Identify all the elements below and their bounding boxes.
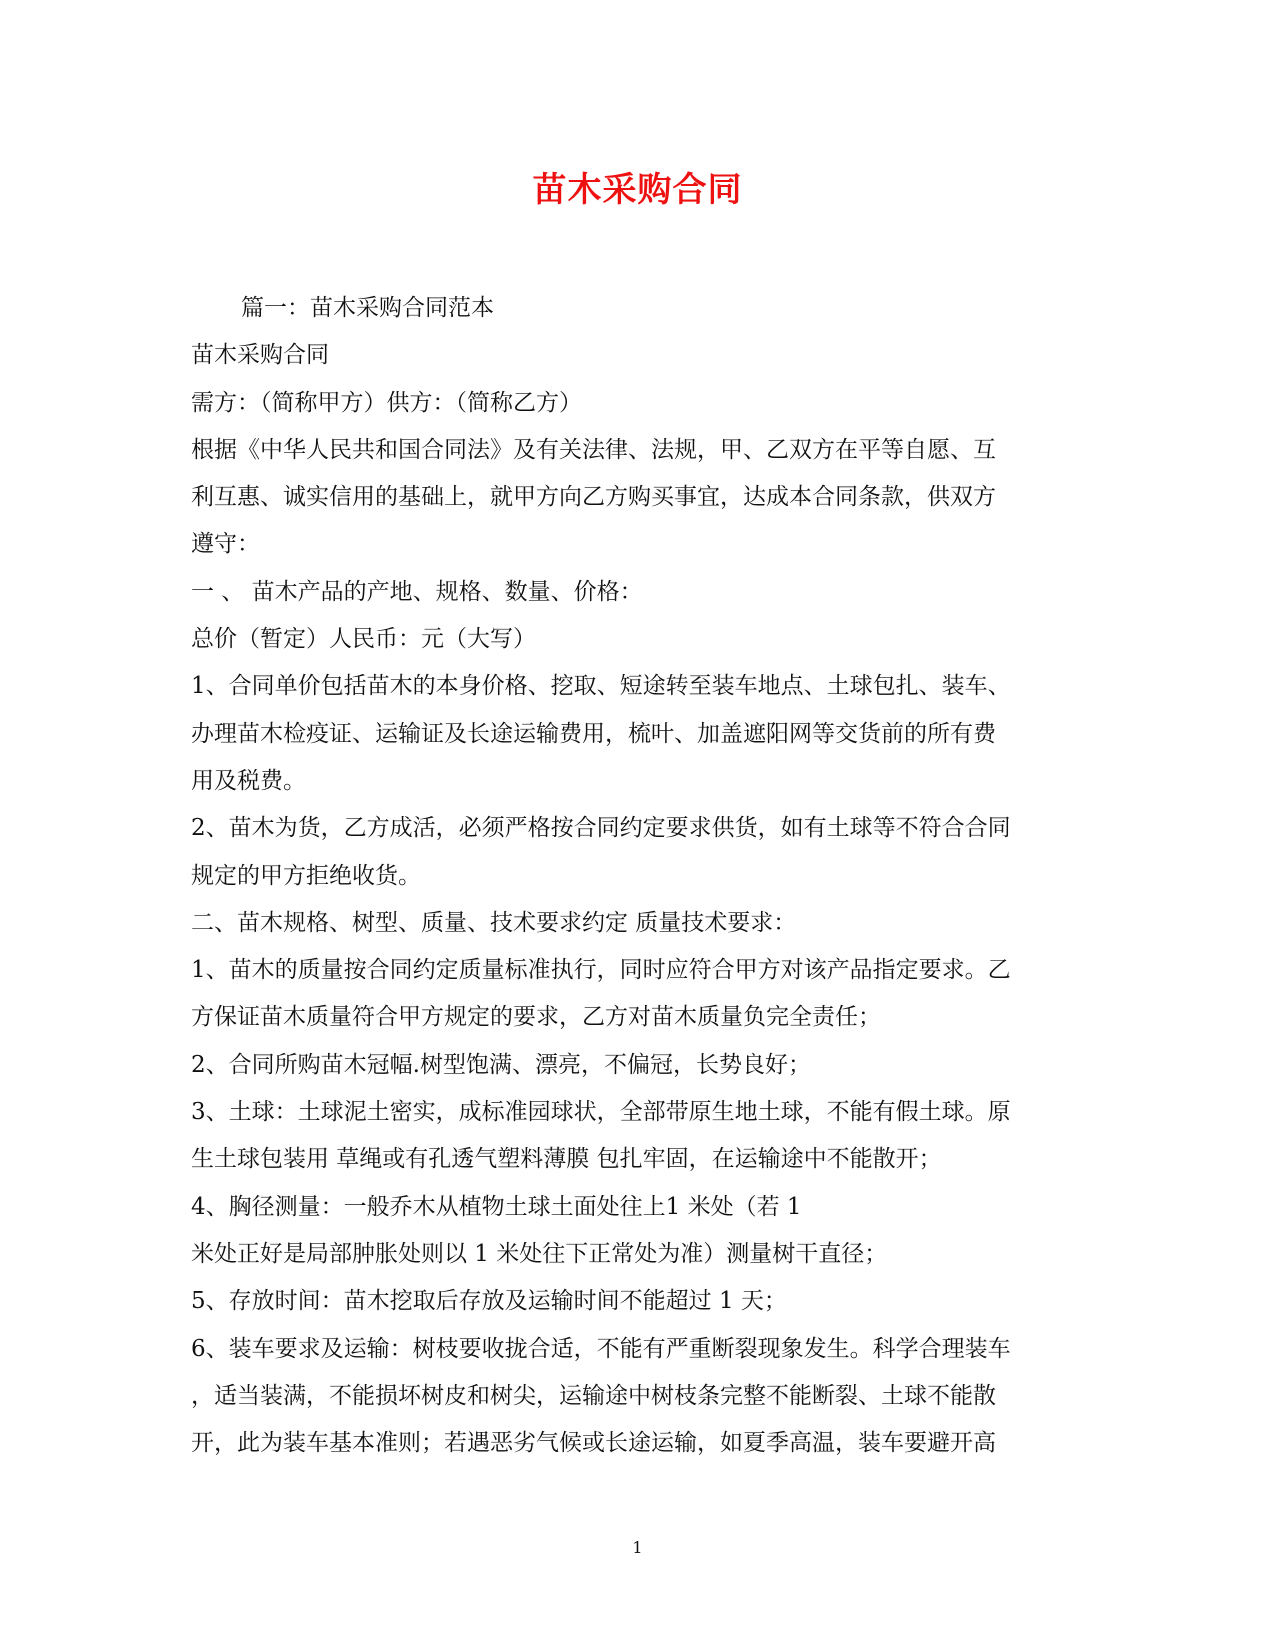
document-body (191, 285, 1071, 1467)
contract-name-line: 苗木采购合同 (191, 342, 329, 369)
body-line: ，适当装满，不能损坏树皮和树尖，运输途中树枝条完整不能断裂、土球不能散 (191, 1382, 996, 1409)
body-line: 2、合同所购苗木冠幅.树型饱满、漂亮，不偏冠，长势良好； (191, 1051, 811, 1078)
body-line: 2、苗木为货，乙方成活，必须严格按合同约定要求供货，如有土球等不符合合同 (191, 815, 1011, 842)
body-line: 6、装车要求及运输：树枝要收拢合适，不能有严重断裂现象发生。科学合理装车 (191, 1335, 1011, 1362)
body-line: 用及税费。 (191, 767, 306, 794)
body-line: 遵守： (191, 531, 260, 558)
body-line: 总价（暂定）人民币：元（大写） (191, 626, 536, 653)
page-number: 1 (632, 1538, 643, 1557)
body-line: 规定的甲方拒绝收货。 (191, 862, 421, 889)
clause-heading: 一 、 苗木产品的产地、规格、数量、价格： (191, 578, 643, 605)
body-line: 根据《中华人民共和国合同法》及有关法律、法规，甲、乙双方在平等自愿、互 (191, 436, 996, 463)
body-line: 1、苗木的质量按合同约定质量标准执行，同时应符合甲方对该产品指定要求。乙 (191, 957, 1011, 984)
body-line: 生土球包装用 草绳或有孔透气塑料薄膜 包扎牢固，在运输途中不能散开； (191, 1146, 942, 1173)
parties-line: 需方：（简称甲方）供方：（简称乙方） (191, 389, 582, 416)
body-line: 3、土球：土球泥土密实，成标准园球状，全部带原生地土球，不能有假土球。原 (191, 1099, 1011, 1126)
body-line: 4、胸径测量：一般乔木从植物土球土面处往上1 米处（若 1 (191, 1193, 802, 1220)
body-line: 利互惠、诚实信用的基础上，就甲方向乙方购买事宜，达成本合同条款，供双方 (191, 484, 996, 511)
clause-heading: 二、苗木规格、树型、质量、技术要求约定 质量技术要求： (191, 909, 797, 936)
body-line: 米处正好是局部肿胀处则以 1 米处往下正常处为准）测量树干直径； (191, 1240, 888, 1267)
body-line: 办理苗木检疫证、运输证及长途运输费用，梳叶、加盖遮阳网等交货前的所有费 (191, 720, 996, 747)
body-line: 方保证苗木质量符合甲方规定的要求，乙方对苗木质量负完全责任； (191, 1004, 881, 1031)
body-line: 1、合同单价包括苗木的本身价格、挖取、短途转至装车地点、土球包扎、装车、 (191, 673, 1011, 700)
section-heading: 篇一：苗木采购合同范本 (241, 295, 494, 321)
document-title: 苗木采购合同 (532, 170, 743, 210)
body-line: 开，此为装车基本准则；若遇恶劣气候或长途运输，如夏季高温，装车要避开高 (191, 1430, 996, 1457)
body-line: 5、存放时间：苗木挖取后存放及运输时间不能超过 1 天； (191, 1288, 787, 1315)
